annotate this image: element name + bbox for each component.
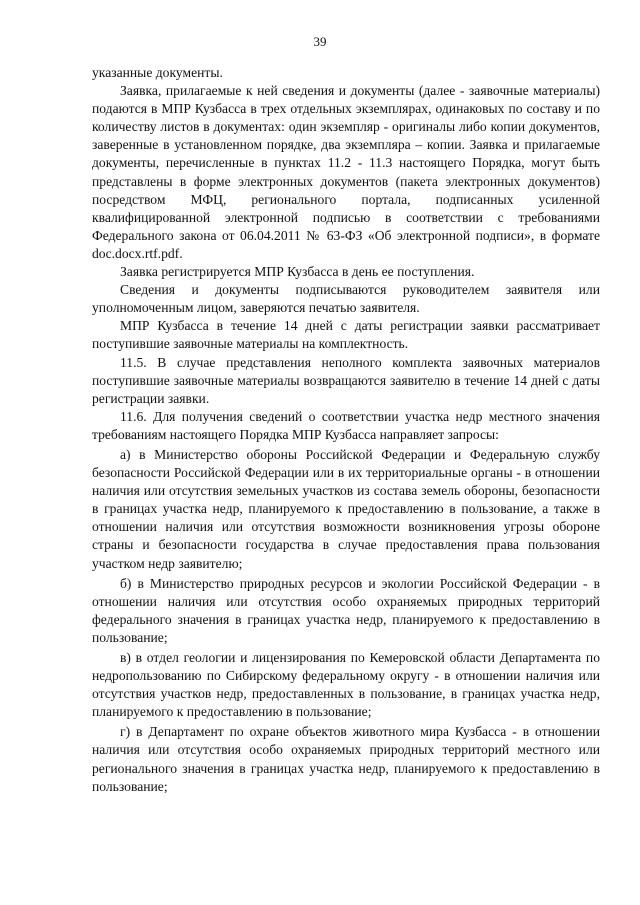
list-item-b: б) в Министерство природных ресурсов и экологии Российской Федерации - в отношении наличия или отсутствия особо охраняемых природных территорий федерального значения в границах участка недр, планируемого к предоставлению в пользование;: [92, 575, 600, 645]
document-body: [92, 64, 600, 796]
paragraph-application-materials: Заявка, прилагаемые к ней сведения и документы (далее - заявочные материалы) подаются в МПР Кузбасса в трех отдельных экземплярах, одинаковых по составу и по количеству листов в документах: один экземпляр - оригиналы либо копии документов, заверенные в установленном порядке, два экземпляра – копии. Заявка и прилагаемые документы, перечисленные в пунктах 11.2 - 11.3 настоящего Порядка, могут быть представлены в форме электронных документов (пакета электронных документов) посредством МФЦ, регионального портала, подписанных усиленной квалифицированной электронной подписью в соответствии с требованиями Федерального закона от 06.04.2011 № 63-ФЗ «Об электронной подписи», в формате doc.docx.rtf.pdf.: [92, 83, 600, 261]
paragraph-signatures: Сведения и документы подписываются руководителем заявителя или уполномоченным лицом, заверяются печатью заявителя.: [92, 282, 600, 316]
list-item-g: г) в Департамент по охране объектов животного мира Кузбасса - в отношении наличия или отсутствия особо охраняемых природных территорий местного или регионального значения в границах участка недр, планируемого к предоставлению в пользование;: [92, 724, 600, 794]
paragraph-completeness-review: МПР Кузбасса в течение 14 дней с даты регистрации заявки рассматривает поступившие заявочные материалы на комплектность.: [92, 318, 600, 352]
paragraph-11-6: 11.6. Для получения сведений о соответствии участка недр местного значения требованиям настоящего Порядка МПР Кузбасса направляет запросы:: [92, 408, 600, 442]
list-item-a: а) в Министерство обороны Российской Федерации и Федеральную службу безопасности Российской Федерации или в их территориальные органы - в отношении наличия или отсутствия земельных участков из состава земель обороны, безопасности в границах участка недр, планируемого к предоставлению в пользование, а также в отношении наличия или отсутствия возможности возникновения угрозы обороне страны и безопасности государства в случае предоставления права пользования участком недр заявителю;: [92, 446, 600, 571]
paragraph-continuation: указанные документы.: [92, 65, 223, 80]
page-number: 39: [313, 34, 327, 49]
paragraph-11-5: 11.5. В случае представления неполного комплекта заявочных материалов поступившие заявочные материалы возвращаются заявителю в течение 14 дней с даты регистрации заявки.: [92, 354, 600, 406]
list-item-v: в) в отдел геологии и лицензирования по Кемеровской области Департамента по недропользованию по Сибирскому федеральному округу - в отношении наличия или отсутствия участков недр, предоставленных в пользование, в границах участка недр, планируемого к предоставлению в пользование;: [92, 650, 600, 720]
paragraph-registration: Заявка регистрируется МПР Кузбасса в день ее поступления.: [120, 264, 475, 280]
